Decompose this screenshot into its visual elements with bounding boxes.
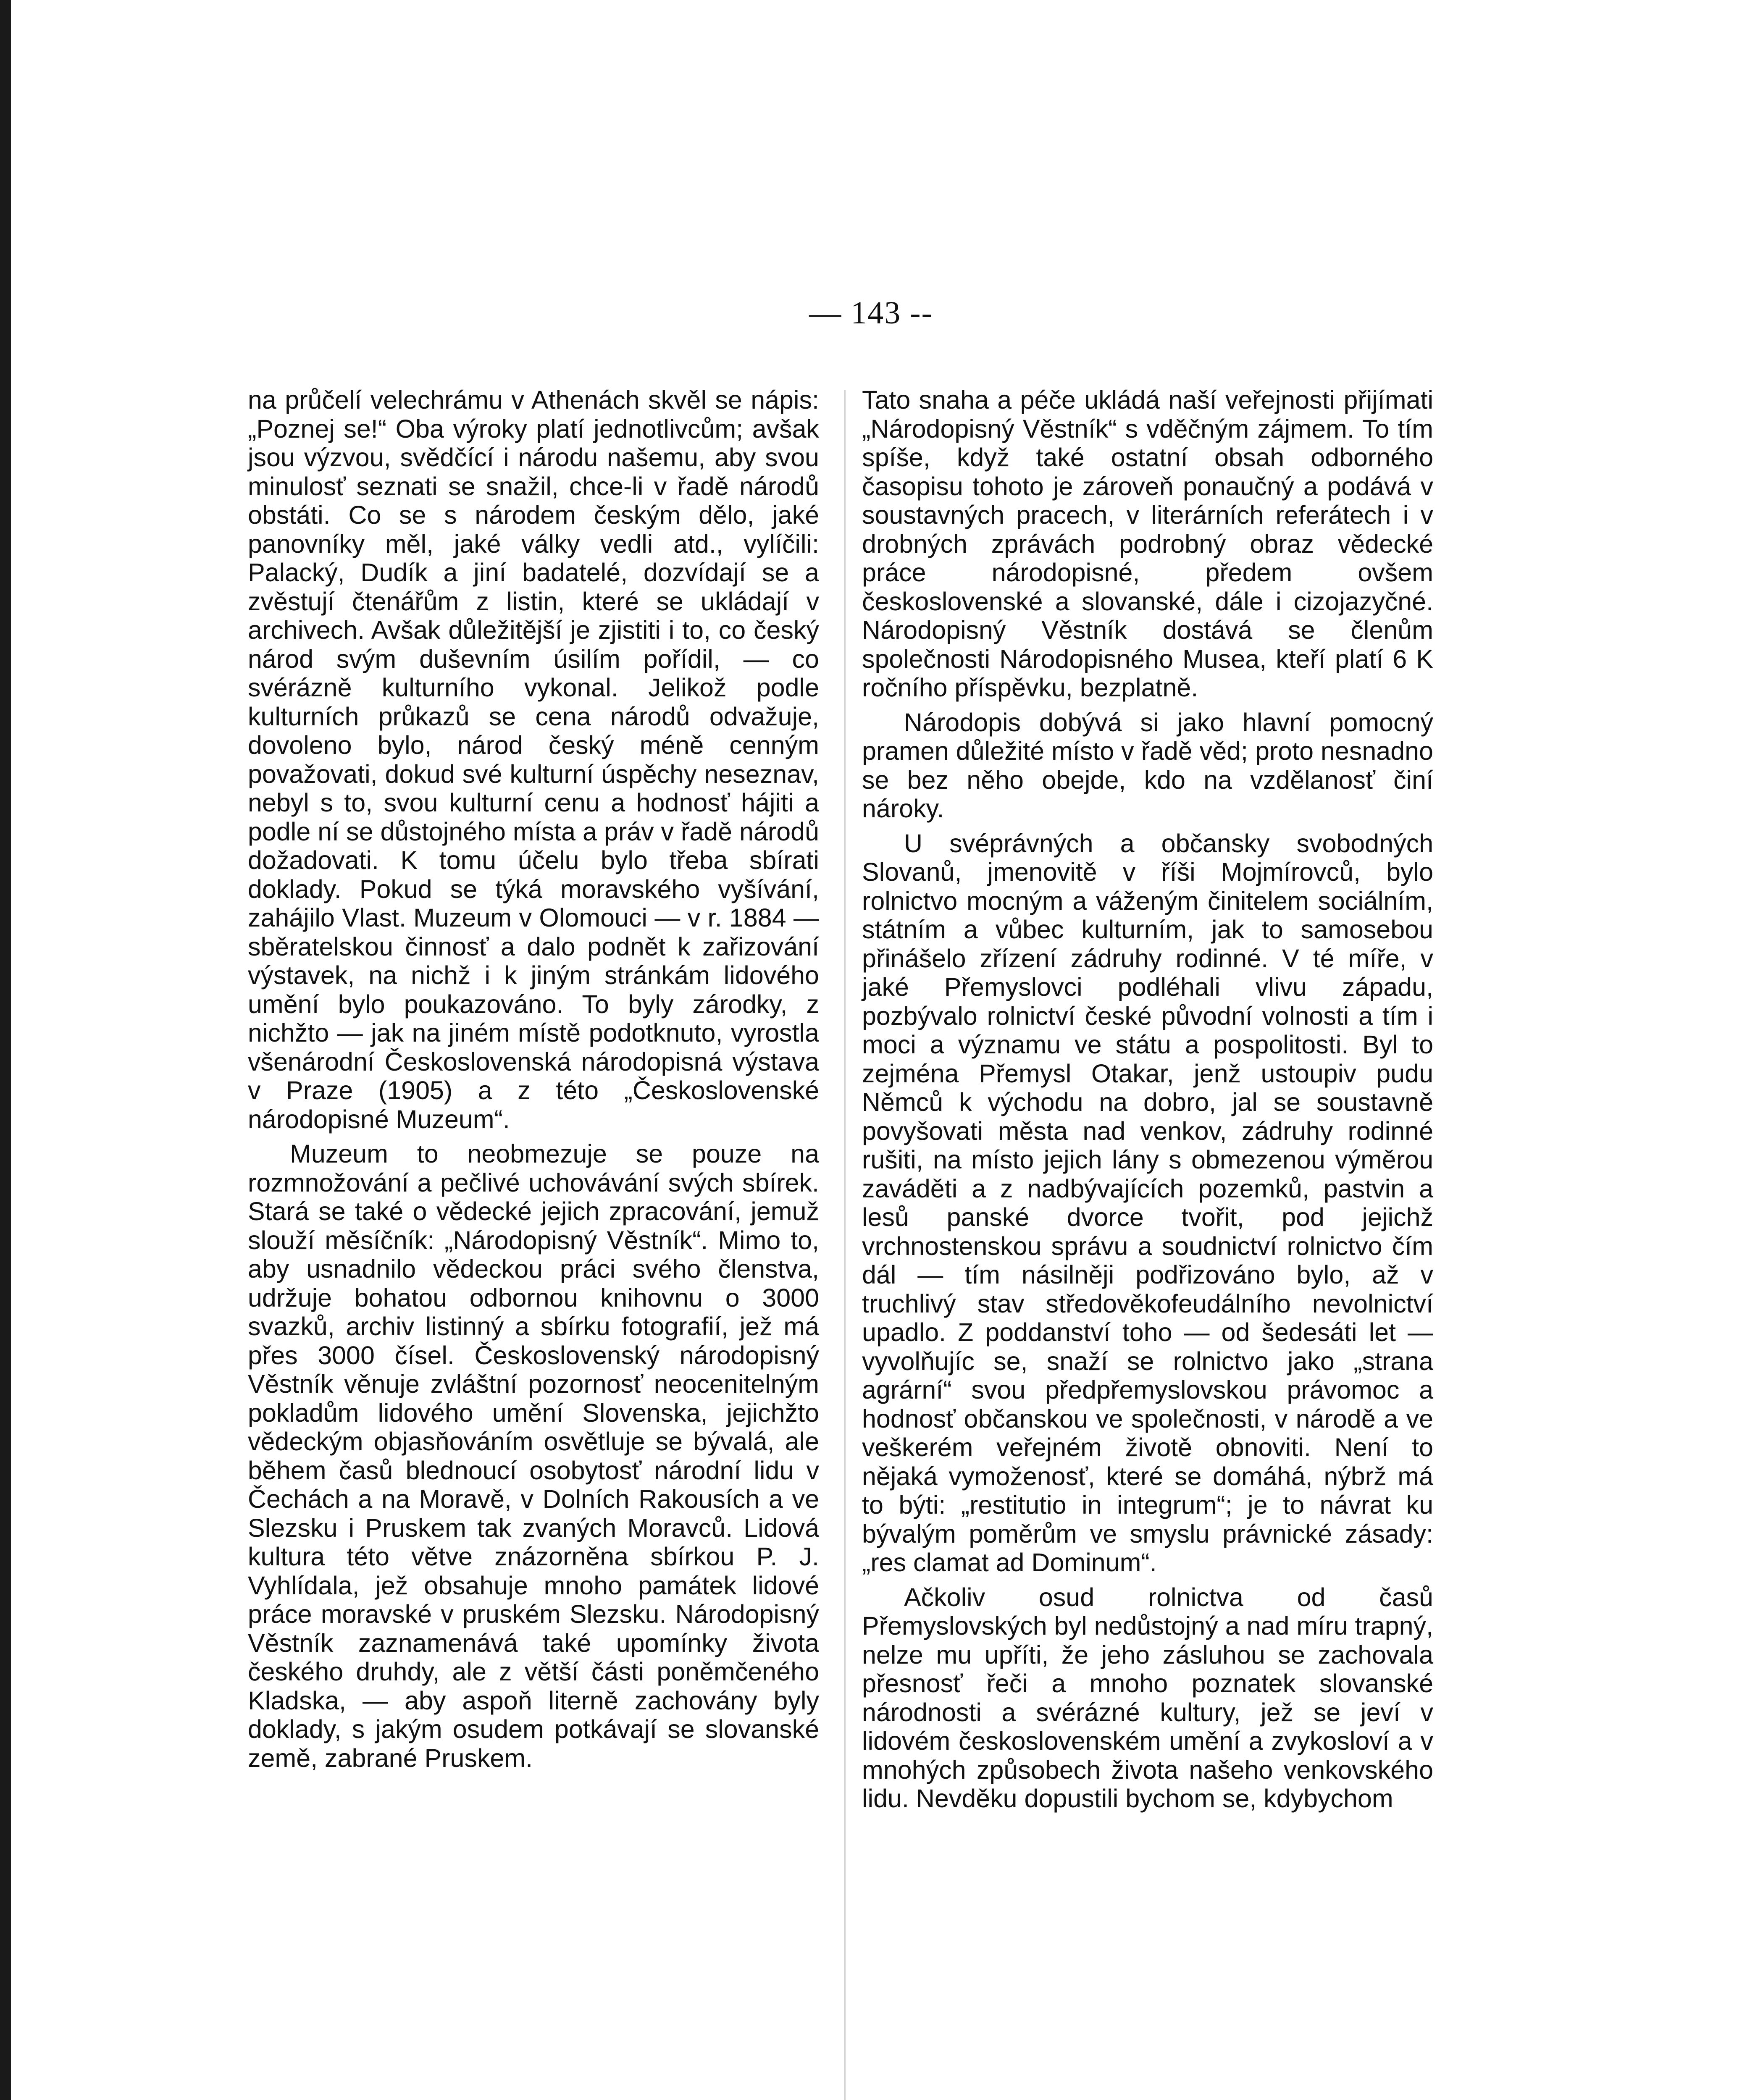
paragraph: Tato snaha a péče ukládá naší veřejnosti přijímati „Národopisný Věstník“ s vděčným zájmem. To tím spíše, když také ostatní obsah odborného časopisu tohoto je zároveň ponaučný a podává v soustavných pracech, v literárních referátech i v drobných zprávách podrobný obraz vědecké práce národopisné, předem ovšem československé a slovanské, dále i cizojazyčné. Národopisný Věstník dostává se členům společnosti Národopisného Musea, kteří platí 6 K ročního příspěvku, bezplatně. [862,386,1433,702]
paragraph: na průčelí velechrámu v Athenách skvěl se nápis: „Poznej se!“ Oba výroky platí jednotlivcům; avšak jsou výzvou, svědčící i národu našemu, aby svou minulosť seznati se snažil, chce-li v řadě národů obstáti. Co se s národem českým dělo, jaké panovníky měl, jaké války vedli atd., vylíčili: Palacký, Dudík a jiní badatelé, dozvídají se a zvěstují čtenářům z listin, které se ukládají v archivech. Avšak důležitější je zjistiti i to, co český národ svým duševním úsilím pořídil, — co svérázně kulturního vykonal. Jelikož podle kulturních průkazů se cena národů odvažuje, dovoleno bylo, národ český méně cenným považovati, dokud své kulturní úspěchy neseznav, nebyl s to, svou kulturní cenu a hodnosť hájiti a podle ní se důstojného místa a práv v řadě národů dožadovati. K tomu účelu bylo třeba sbírati doklady. Pokud se týká moravského vyšívání, zahájilo Vlast. Muzeum v Olomouci — v r. 1884 — sběratelskou činnosť a dalo podnět k zařizování výstavek, na nichž i k jiným stránkám lidového umění bylo poukazováno. To byly zárodky, z nichžto — jak na jiném místě podotknuto, vyrostla všenárodní Československá národopisná výstava v Praze (1905) a z této „Československé národopisné Muzeum“. [248,386,819,1134]
paragraph: Ačkoliv osud rolnictva od časů Přemyslovských byl nedůstojný a nad míru trapný, nelze mu upříti, že jeho zásluhou se zachovala přesnosť řeči a mnoho poznatek slovanské národnosti a svérázné kultury, jež se jeví v lidovém československém umění a zvykosloví a v mnohých způsobech života našeho venkovského lidu. Nevděku dopustili bychom se, kdybychom [862,1583,1433,1813]
page-number: — 143 -- [809,295,933,331]
paragraph: Muzeum to neobmezuje se pouze na rozmnožování a pečlivé uchovávání svých sbírek. Stará se také o vědecké jejich zpracování, jemuž slouží měsíčník: „Národopisný Věstník“. Mimo to, aby usnadnilo vědeckou práci svého členstva, udržuje bohatou odbornou knihovnu o 3000 svazků, archiv listinný a sbírku fotografií, jež má přes 3000 čísel. Československý národopisný Věstník věnuje zvláštní pozornosť neocenitelným pokladům lidového umění Slovenska, jejichžto vědeckým objasňováním osvětluje se bývalá, ale během časů blednoucí osobytosť národní lidu v Čechách a na Moravě, v Dolních Rakousích a ve Slezsku i Pruskem tak zvaných Moravců. Lidová kultura této větve znázorněna sbírkou P. J. Vyhlídala, jež obsahuje mnoho památek lidové práce moravské v pruském Slezsku. Národopisný Věstník zaznamenává také upomínky života českého druhdy, ale z větší části poněmčeného Kladska, — aby aspoň literně zachovány byly doklady, s jakým osudem potkávají se slovanské země, zabrané Pruskem. [248,1139,819,1772]
left-column [248,386,819,1778]
right-column [862,386,1433,1819]
paragraph: Národopis dobývá si jako hlavní pomocný pramen důležité místo v řadě věd; proto nesnadno se bez něho obejde, kdo na vzdělanosť činí nároky. [862,708,1433,823]
column-divider [844,390,846,2100]
paragraph: U svéprávných a občansky svobodných Slovanů, jmenovitě v říši Mojmírovců, bylo rolnictvo mocným a váženým činitelem sociálním, státním a vůbec kulturním, jak to samosebou přinášelo zřízení zádruhy rodinné. V té míře, v jaké Přemyslovci podléhali vlivu západu, pozbývalo rolnictví české původní volnosti a tím i moci a významu ve státu a pospolitosti. Byl to zejména Přemysl Otakar, jenž ustoupiv pudu Němců k východu na dobro, jal se soustavně povyšovati města nad venkov, zádruhy rodinné rušiti, na místo jejich lány s obmezenou výměrou zaváděti a z nadbývajících pozemků, pastvin a lesů panské dvorce tvořit, pod jejichž vrchnostenskou správu a soudnictví rolnictvo čím dál — tím násilněji podřizováno bylo, až v truchlivý stav středověkofeudálního nevolnictví upadlo. Z poddanství toho — od šedesáti let — vyvolňujíc se, snaží se rolnictvo jako „strana agrární“ svou předpřemyslovskou právomoc a hodnosť občanskou ve společnosti, v národě a ve veškerém veřejném životě obnoviti. Není to nějaká vymoženosť, které se domáhá, nýbrž má to býti: „restitutio in integrum“; je to návrat ku bývalým poměrům ve smyslu právnické zásady: „res clamat ad Dominum“. [862,829,1433,1577]
